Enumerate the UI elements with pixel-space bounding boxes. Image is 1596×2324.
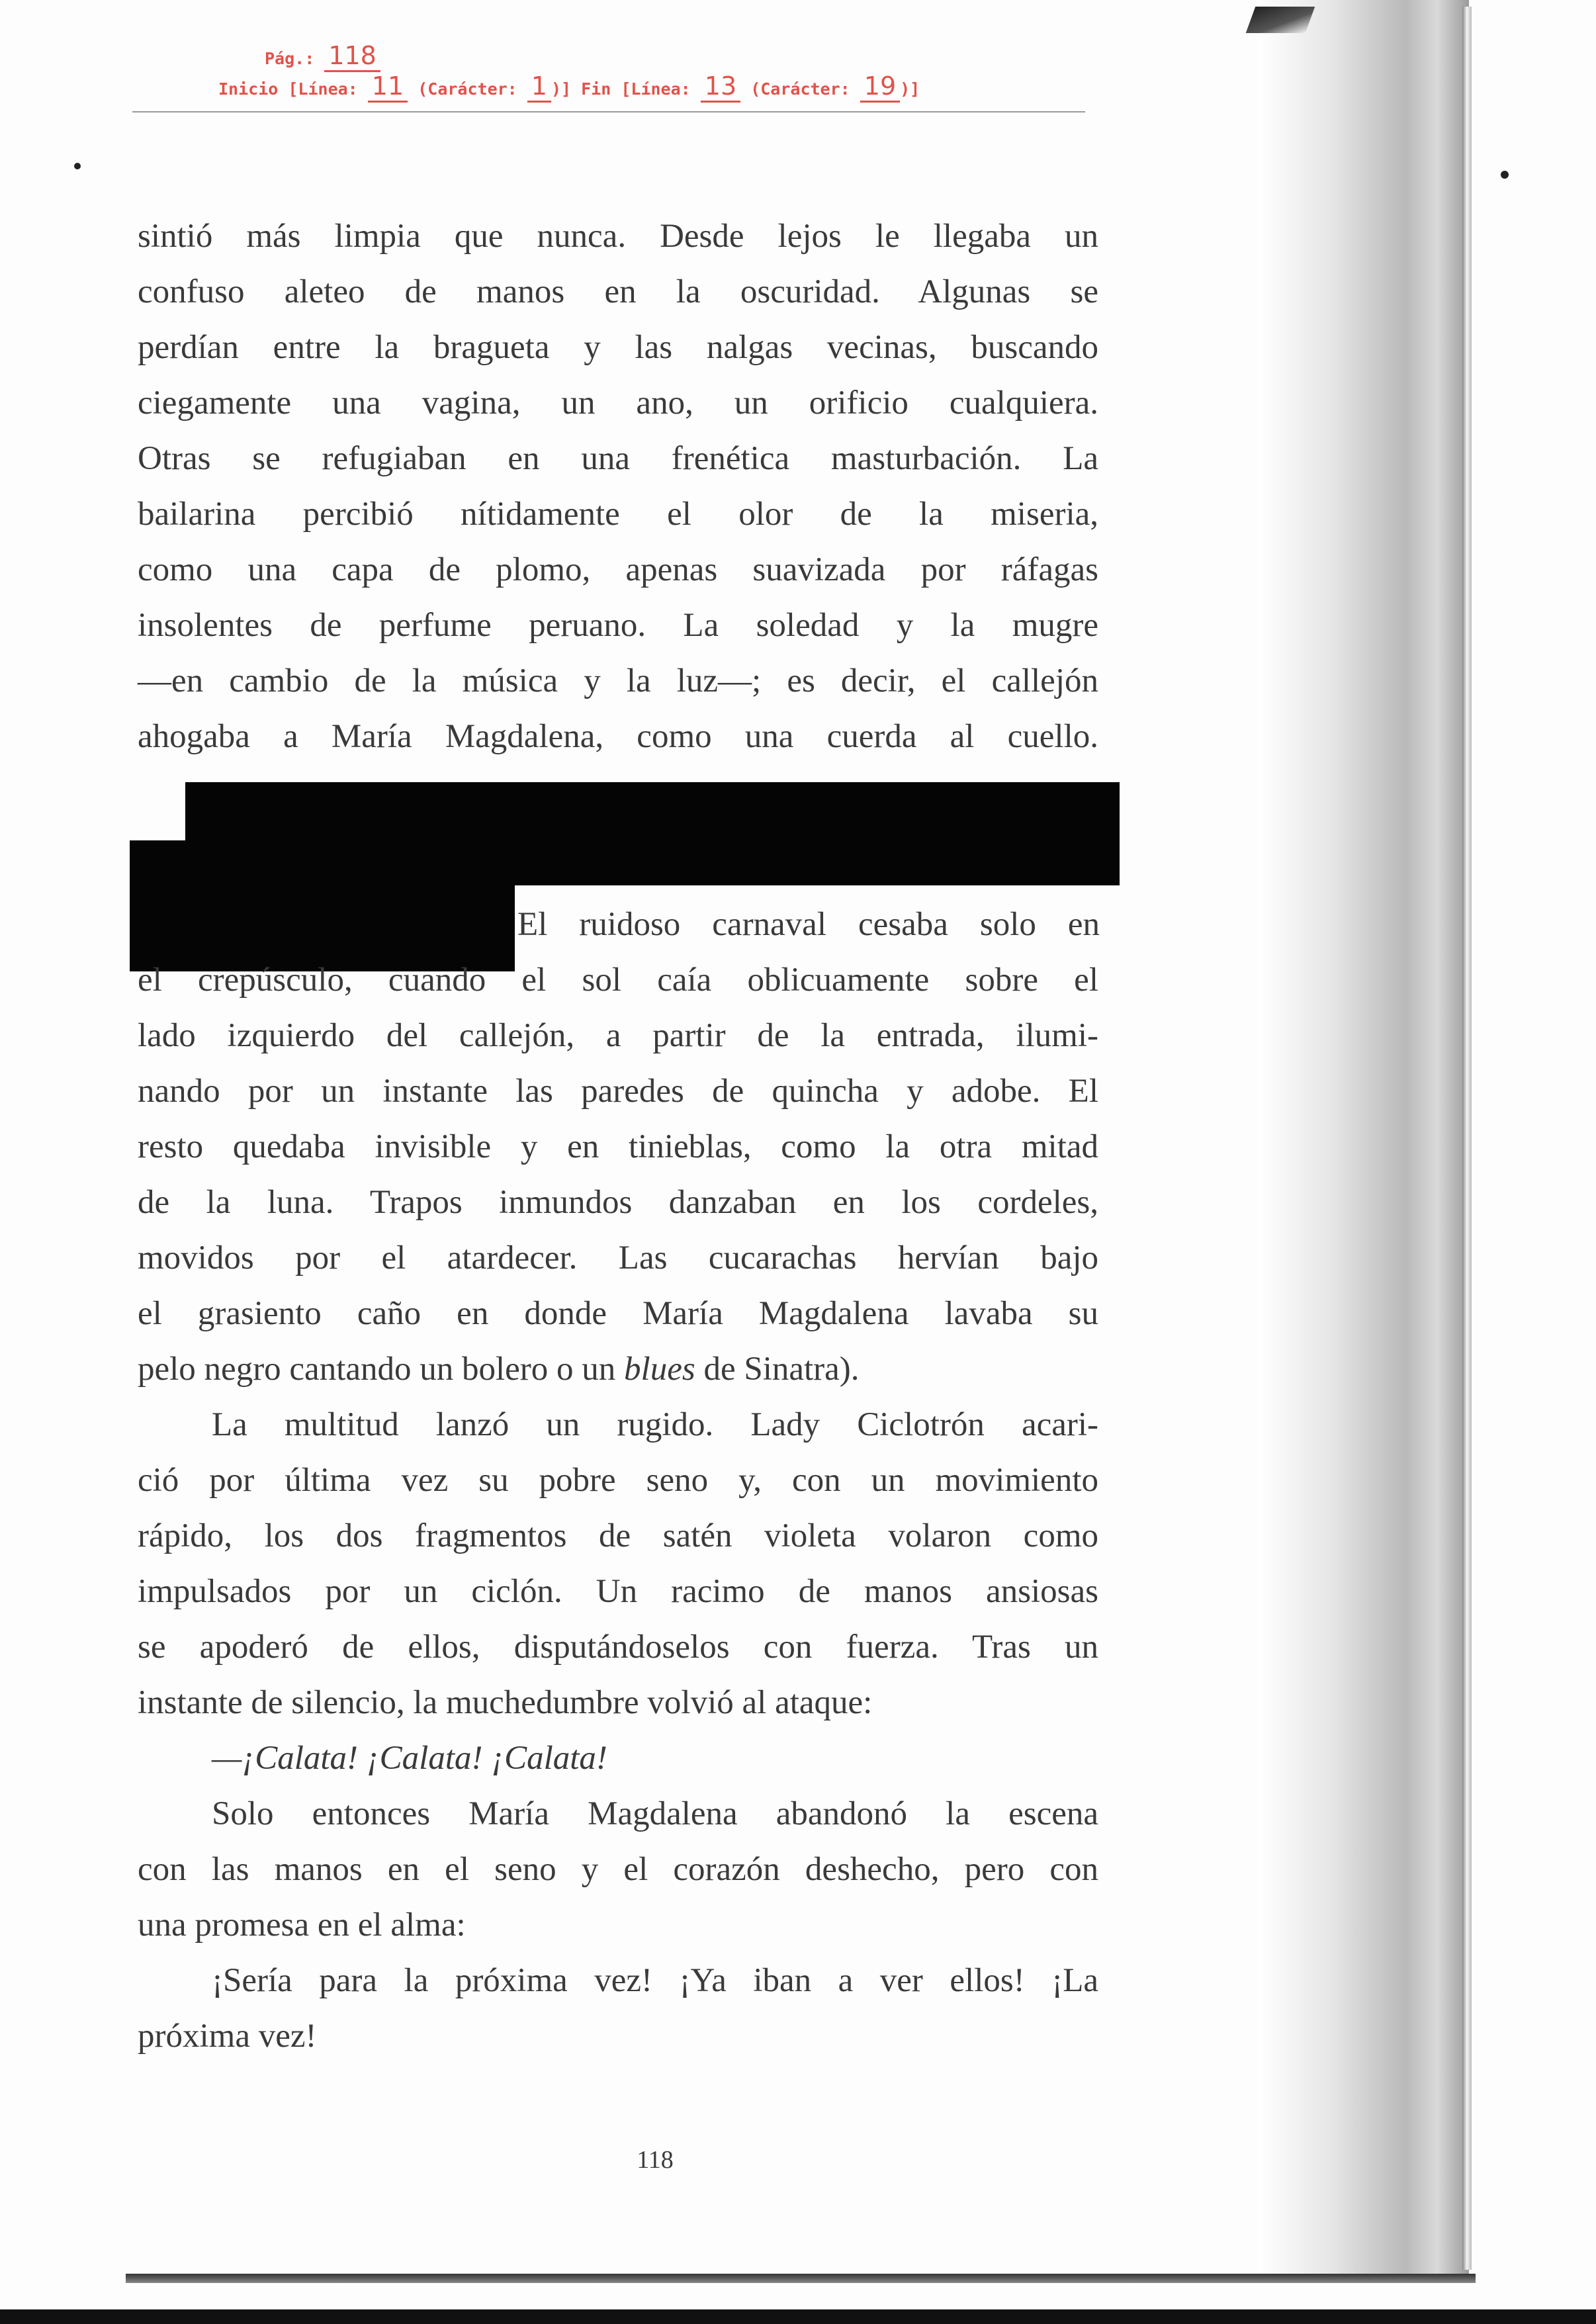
- fin-label: )] Fin [Línea:: [551, 79, 691, 99]
- page-number: 118: [637, 2146, 674, 2174]
- text-line: resto quedaba invisible y en tinieblas, como la otra mitad: [138, 1128, 1098, 1165]
- text-line: rápido, los dos fragmentos de satén violeta volaron como: [138, 1517, 1098, 1554]
- text-line: nando por un instante las paredes de quincha y adobe. El: [138, 1073, 1098, 1110]
- text-line: el grasiento caño en donde María Magdalena lavaba su: [138, 1295, 1098, 1332]
- text-segment: de Sinatra).: [695, 1351, 860, 1388]
- scan-speck: [1501, 171, 1509, 179]
- text-line: movidos por el atardecer. Las cucarachas hervían bajo: [138, 1239, 1098, 1276]
- text-line: ció por última vez su pobre seno y, con un movimiento: [138, 1462, 1098, 1499]
- redaction-bar: [130, 840, 1120, 885]
- text-line: sintió más limpia que nunca. Desde lejos le llegaba un: [138, 218, 1098, 255]
- text-line: Solo entonces María Magdalena abandonó la escena: [212, 1795, 1098, 1832]
- book-spine-shadow: [1257, 0, 1469, 2276]
- text-line: ¡Sería para la próxima vez! ¡Ya iban a ver ellos! ¡La: [212, 1962, 1098, 1999]
- text-line: confuso aleteo de manos en la oscuridad. Algunas se: [138, 273, 1098, 310]
- scanner-bottom-border: [0, 2309, 1596, 2324]
- text-line: una promesa en el alma:: [138, 1906, 466, 1944]
- text-line: con las manos en el seno y el corazón deshecho, pero con: [138, 1851, 1098, 1888]
- inicio-caracter-value: 1: [527, 71, 551, 103]
- redaction-bar: [130, 884, 515, 971]
- header-rule: [132, 111, 1085, 112]
- text-line: Otras se refugiaban en una frenética masturbación. La: [138, 440, 1098, 477]
- text-segment: pelo negro cantando un bolero o un: [138, 1351, 625, 1388]
- text-line: insolentes de perfume peruano. La soledad y la mugre: [138, 607, 1098, 644]
- fin-caracter-label: (Carácter:: [750, 79, 850, 99]
- text-line: bailarina percibió nítidamente el olor de la miseria,: [138, 496, 1098, 533]
- page-edge: [1462, 7, 1472, 2270]
- text-line: La multitud lanzó un rugido. Lady Ciclotrón acari-: [212, 1406, 1098, 1443]
- range-stamp-row: [218, 71, 920, 101]
- dialogue-line: —¡Calata! ¡Calata! ¡Calata!: [212, 1740, 607, 1777]
- redaction-bar: [185, 782, 1120, 842]
- text-line: El ruidoso carnaval cesaba solo en: [517, 906, 1100, 943]
- linea-label: [Línea:: [288, 79, 358, 99]
- text-line: ahogaba a María Magdalena, como una cuerda al cuello.: [138, 718, 1098, 755]
- text-line: impulsados por un ciclón. Un racimo de manos ansiosas: [138, 1573, 1098, 1610]
- pag-label: Pág.:: [265, 49, 315, 68]
- text-line: lado izquierdo del callejón, a partir de la entrada, ilumi-: [138, 1017, 1098, 1054]
- text-line: se apoderó de ellos, disputándoselos con fuerza. Tras un: [138, 1629, 1098, 1666]
- text-line: de la luna. Trapos inmundos danzaban en los cordeles,: [138, 1184, 1098, 1221]
- text-line: el crepúsculo, cuando el sol caía oblicuamente sobre el: [138, 961, 1098, 999]
- italic-word: blues: [624, 1351, 695, 1388]
- scan-speck: [74, 163, 81, 169]
- fin-linea-value: 13: [701, 71, 740, 103]
- text-line: próxima vez!: [138, 2018, 317, 2055]
- close-bracket: )]: [900, 79, 920, 99]
- caracter-label: (Carácter:: [418, 79, 517, 99]
- page-stamp-row: [265, 41, 380, 70]
- inicio-label: Inicio: [218, 79, 279, 99]
- text-line: [138, 1349, 1098, 1390]
- text-line: como una capa de plomo, apenas suavizada por ráfagas: [138, 551, 1098, 588]
- text-line: instante de silencio, la muchedumbre volvió al ataque:: [138, 1684, 873, 1721]
- pag-value: 118: [324, 41, 380, 72]
- spine-corner-shadow: [1246, 7, 1315, 33]
- text-line: —en cambio de la música y la luz—; es decir, el callejón: [138, 662, 1098, 699]
- text-line: ciegamente una vagina, un ano, un orificio cualquiera.: [138, 384, 1098, 422]
- text-line: perdían entre la bragueta y las nalgas vecinas, buscando: [138, 329, 1098, 366]
- fin-caracter-value: 19: [860, 71, 900, 103]
- inicio-linea-value: 11: [368, 71, 408, 103]
- bottom-edge-shadow: [126, 2274, 1476, 2283]
